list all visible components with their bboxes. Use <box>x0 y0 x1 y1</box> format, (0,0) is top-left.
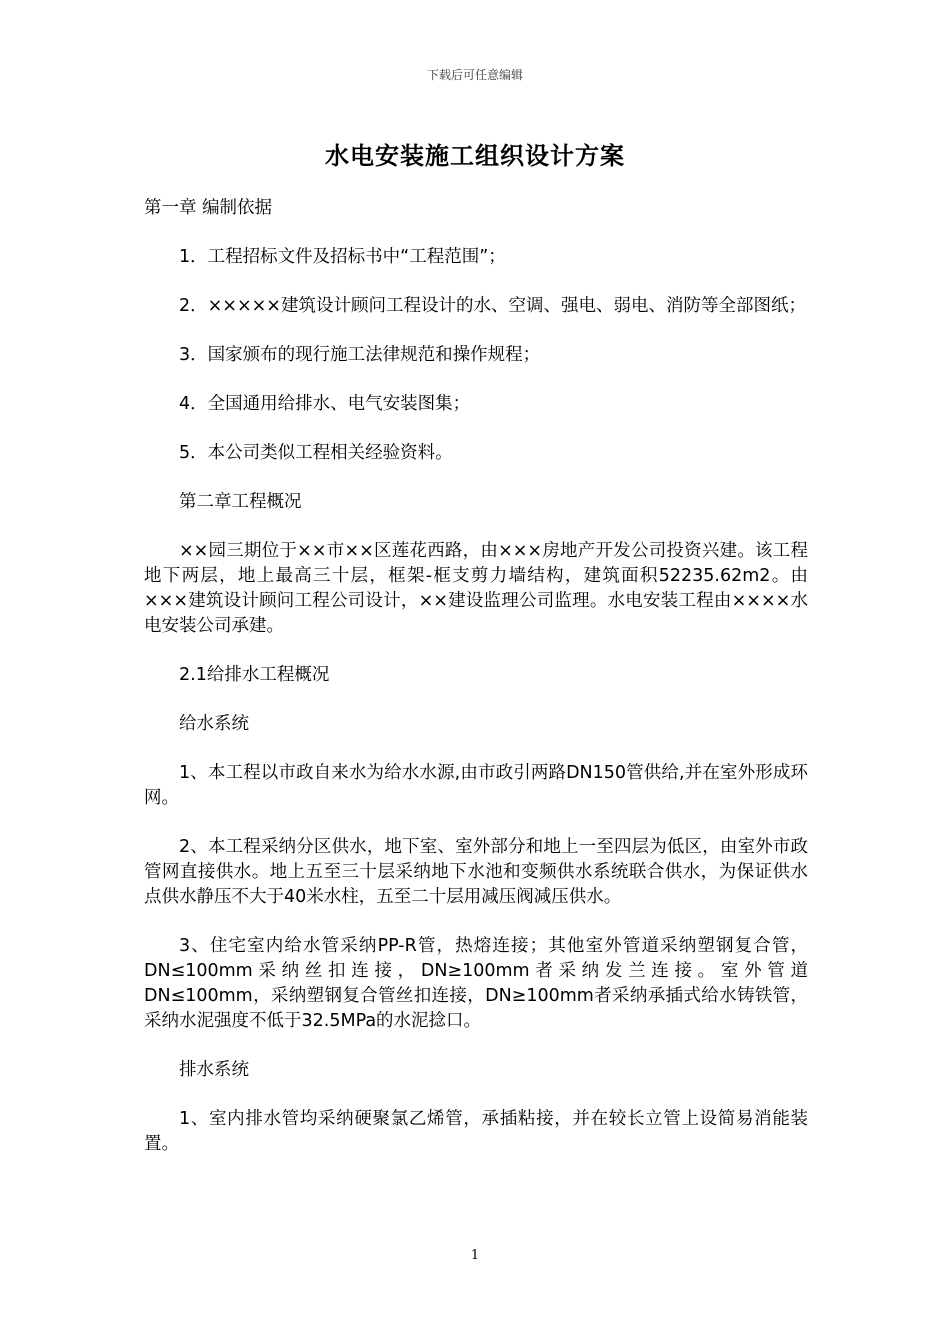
chapter-2-heading: 第二章工程概况 <box>179 492 302 512</box>
water-supply-item-3: 3、住宅室内给水管采纳PP-R管，热熔连接；其他室外管道采纳塑钢复合管，DN≤100mm采纳丝扣连接，DN≥100mm者采纳发兰连接。室外管道DN≤100mm，采纳塑钢复合管丝扣连接，DN≥100mm者采纳承插式给水铸铁管，采纳水泥强度不低于32.5MPa的水泥捻口。 <box>144 936 808 1031</box>
section-2-1-heading: 2.1给排水工程概况 <box>179 665 330 685</box>
water-supply-item-2: 2、本工程采纳分区供水，地下室、室外部分和地上一至四层为低区，由室外市政管网直接供水。地上五至三十层采纳地下水池和变频供水系统联合供水，为保证供水点供水静压不大于40米水柱，五至二十层用减压阀减压供水。 <box>144 837 808 907</box>
drainage-heading: 排水系统 <box>179 1060 249 1080</box>
water-supply-heading: 给水系统 <box>179 714 249 734</box>
water-supply-item-1: 1、本工程以市政自来水为给水水源,由市政引两路DN150管供给,并在室外形成环网。 <box>144 763 808 808</box>
document-body <box>144 196 808 1181</box>
page-header: 下载后可任意编辑 <box>426 68 523 82</box>
drainage-item-1: 1、室内排水管均采纳硬聚氯乙烯管，承插粘接，并在较长立管上设简易消能装置。 <box>144 1109 808 1154</box>
project-overview-paragraph: ××园三期位于××市××区莲花西路，由×××房地产开发公司投资兴建。该工程地下两层，地上最高三十层，框架-框支剪力墙结构，建筑面积52235.62m2。由×××建筑设计顾问工程公司设计，××建设监理公司监理。水电安装工程由××××水电安装公司承建。 <box>144 541 808 636</box>
basis-item-1: 1．工程招标文件及招标书中“工程范围”； <box>179 247 506 267</box>
basis-item-5: 5．本公司类似工程相关经验资料。 <box>179 443 453 463</box>
basis-item-2: 2．×××××建筑设计顾问工程设计的水、空调、强电、弱电、消防等全部图纸； <box>179 296 806 316</box>
basis-item-4: 4．全国通用给排水、电气安装图集； <box>179 394 471 414</box>
chapter-1-heading: 第一章 编制依据 <box>144 198 273 218</box>
document-title: 水电安装施工组织设计方案 <box>325 142 625 170</box>
basis-item-3: 3．国家颁布的现行施工法律规范和操作规程； <box>179 345 541 365</box>
page-number: 1 <box>470 1248 480 1263</box>
